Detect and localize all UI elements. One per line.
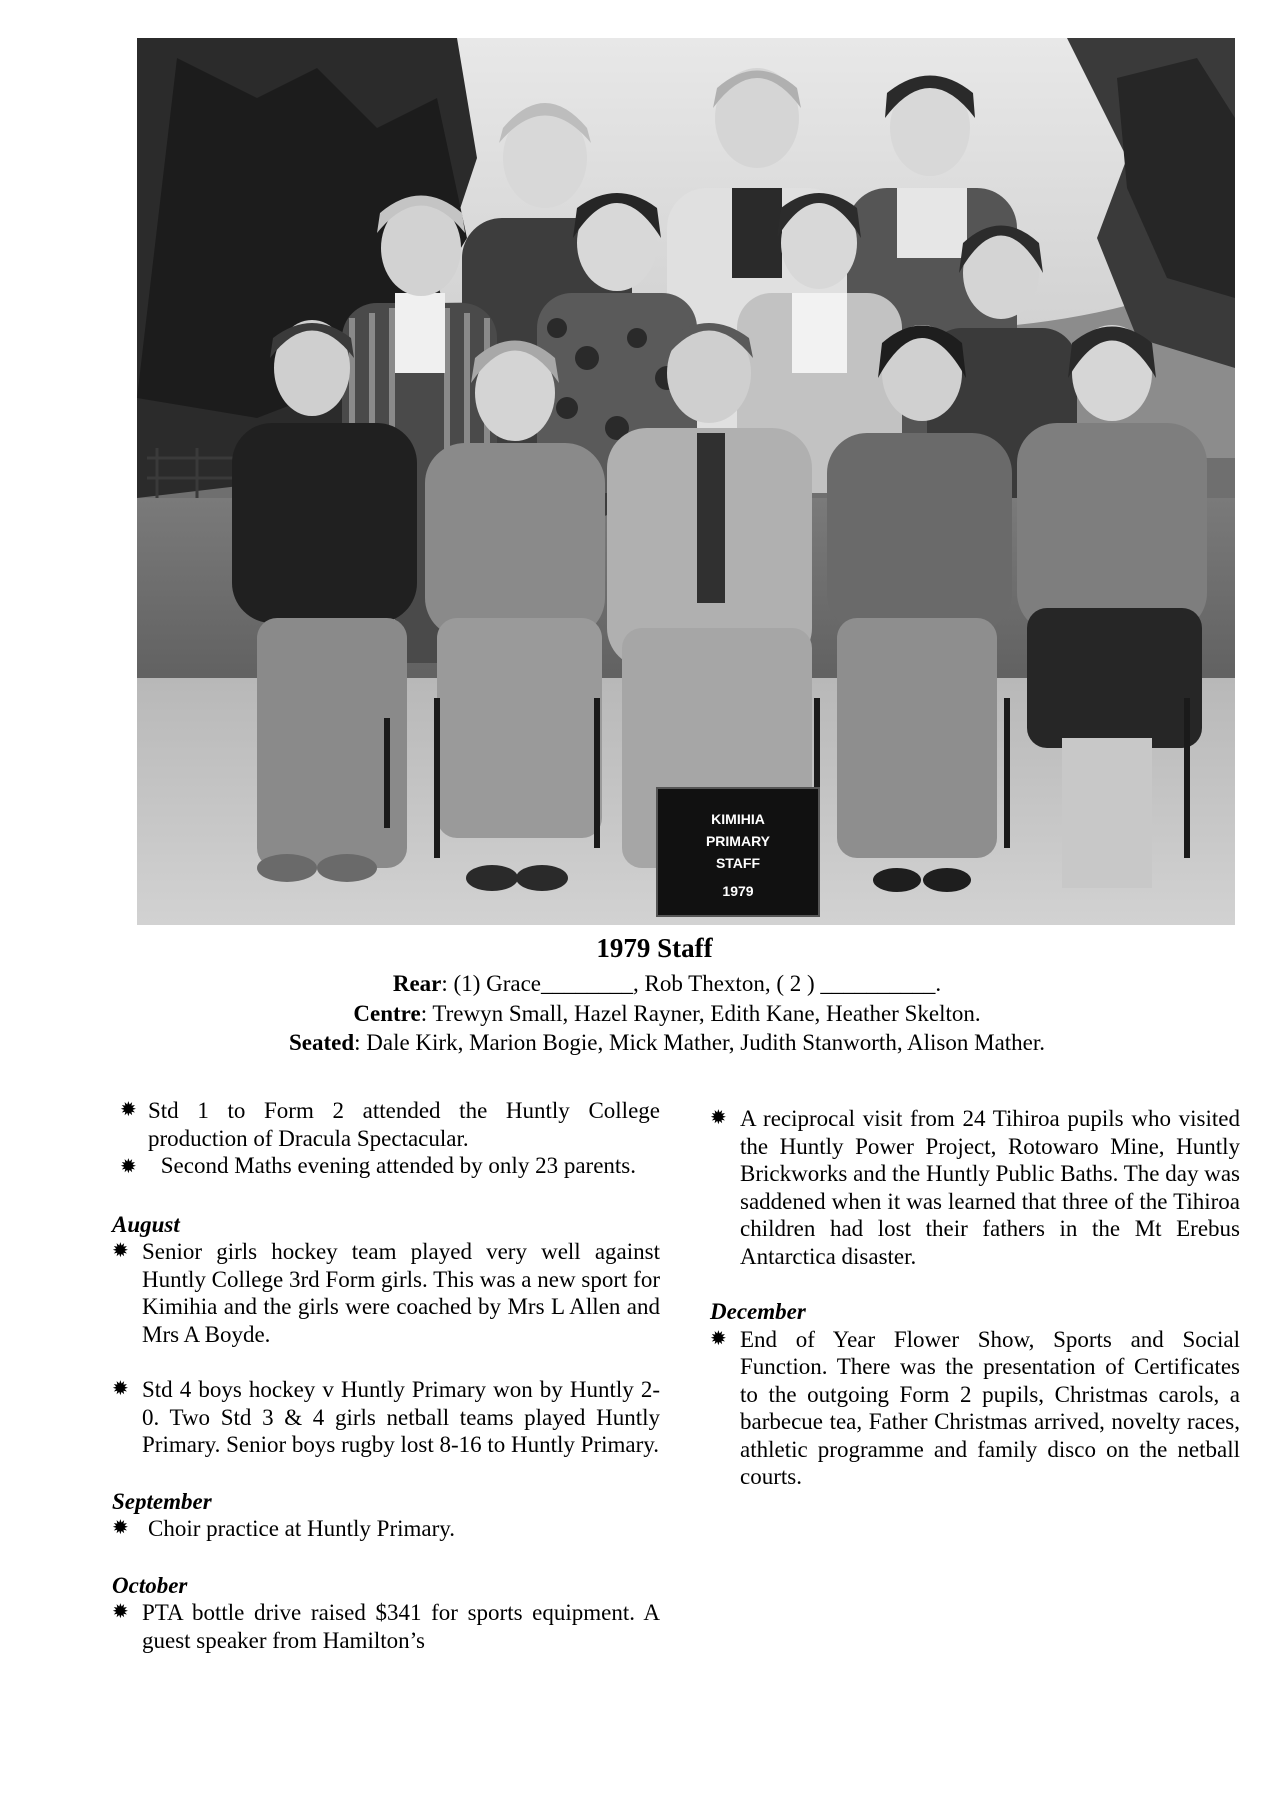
caption-rear (137, 969, 1197, 999)
bullet-icon: ✹ (710, 1107, 727, 1129)
list-item: ✹ End of Year Flower Show, Sports and Social Function. There was the presentation of Certificates to the outgoing Form 2 pupils, Christmas carols, a barbecue tea, Father Christmas arrived, novelty races, athletic programme and family disco on the netball courts. (710, 1326, 1240, 1489)
caption-centre-text: : Trewyn Small, Hazel Rayner, Edith Kane, Heather Skelton. (420, 1001, 981, 1026)
list-item: ✹ Senior girls hockey team played very well against Huntly College 3rd Form girls. This was a new sport for Kimihia and the girls were coached by Mrs L Allen and Mrs A Boyde. (112, 1239, 660, 1347)
heading-december: December (710, 1299, 806, 1324)
sign-line4: 1979 (722, 883, 754, 899)
photo-sign (657, 788, 819, 916)
list-item: ✹ Std 1 to Form 2 attended the Huntly College production of Dracula Spectacular. (120, 1098, 660, 1151)
heading-october: October (112, 1572, 188, 1598)
bullet-icon: ✹ (120, 1156, 137, 1178)
caption-rear-text: : (1) Grace________, Rob Thexton, ( 2 ) __________. (441, 971, 942, 996)
caption-seated (137, 1028, 1197, 1058)
bullet-icon: ✹ (112, 1517, 129, 1539)
bullet-icon: ✹ (710, 1327, 727, 1350)
list-item: ✹ Second Maths evening attended by only 23 parents. (120, 1153, 636, 1178)
bullet-icon: ✹ (120, 1099, 137, 1121)
bullet-icon: ✹ (112, 1240, 129, 1262)
sign-line1: KIMIHIA (711, 811, 765, 827)
caption-title: 1979 Staff (596, 933, 713, 963)
heading-august: August (112, 1211, 180, 1237)
list-item: ✹ A reciprocal visit from 24 Tihiroa pupils who visited the Huntly Power Project, Rotowaro Mine, Huntly Brickworks and the Huntly Public Baths. The day was saddened when it was learned that three of the Tihiroa children had lost their fathers in the Mt Erebus Antarctica disaster. (710, 1106, 1240, 1269)
sign-line3: STAFF (715, 855, 761, 871)
list-item: ✹ PTA bottle drive raised $341 for sports equipment. A guest speaker from Hamilton’s (112, 1600, 660, 1653)
right-column (710, 1105, 1240, 1491)
caption-rear-label: Rear (392, 971, 442, 996)
left-column (112, 1097, 660, 1654)
staff-photo (137, 38, 1235, 925)
caption-centre-label: Centre (353, 1001, 421, 1026)
sign-line2: PRIMARY (705, 833, 771, 849)
bullet-icon: ✹ (112, 1378, 129, 1400)
list-item: ✹ Choir practice at Huntly Primary. (112, 1516, 456, 1541)
caption-centre (137, 999, 1197, 1029)
caption-seated-label: Seated (288, 1030, 355, 1055)
heading-september: September (112, 1488, 212, 1514)
caption-seated-text: : Dale Kirk, Marion Bogie, Mick Mather, Judith Stanworth, Alison Mather. (354, 1030, 1046, 1055)
list-item: ✹ Std 4 boys hockey v Huntly Primary won by Huntly 2-0. Two Std 3 & 4 girls netball teams played Huntly Primary. Senior boys rugby lost 8-16 to Huntly Primary. (112, 1377, 660, 1457)
bullet-icon: ✹ (112, 1601, 129, 1623)
